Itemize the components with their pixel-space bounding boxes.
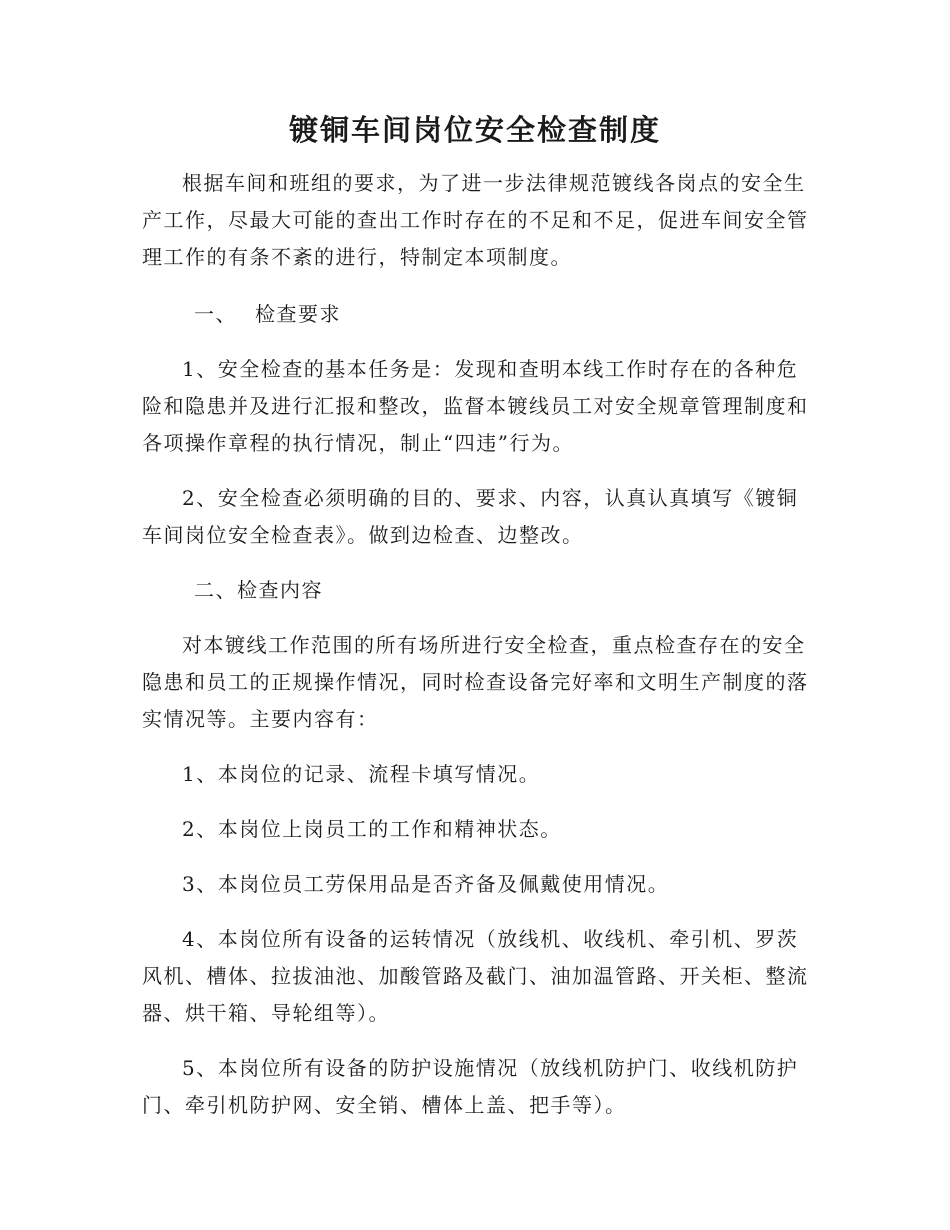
- section-heading-contents: 二、检查内容: [194, 578, 323, 602]
- content-item: 5、本岗位所有设备的防护设施情况（放线机防护门、收线机防护门、牵引机防护网、安全销、槽体上盖、把手等）。: [142, 1056, 799, 1117]
- content-item: 4、本岗位所有设备的运转情况（放线机、收线机、牵引机、罗茨风机、槽体、拉拔油池、加酸管路及截门、油加温管路、开关柜、整流器、烘干箱、导轮组等）。: [142, 927, 809, 1025]
- section-number: 一、: [194, 302, 237, 326]
- document-body: [142, 165, 810, 1142]
- content-item: 1、本岗位的记录、流程卡填写情况。: [182, 762, 541, 786]
- section-heading-text: 检查要求: [255, 302, 341, 326]
- contents-intro-paragraph: 对本镀线工作范围的所有场所进行安全检查，重点检查存在的安全隐患和员工的正规操作情况，同时检查设备完好率和文明生产制度的落实情况等。主要内容有：: [142, 633, 809, 731]
- document-title: 镀铜车间岗位安全检查制度: [288, 113, 661, 147]
- requirement-item: 1、安全检查的基本任务是：发现和查明本线工作时存在的各种危险和隐患并及进行汇报和整改，监督本镀线员工对安全规章管理制度和各项操作章程的执行情况，制止“四违”行为。: [142, 357, 809, 455]
- intro-paragraph: 根据车间和班组的要求，为了进一步法律规范镀线各岗点的安全生产工作，尽最大可能的查出工作时存在的不足和不足，促进车间安全管理工作的有条不紊的进行，特制定本项制度。: [142, 171, 809, 269]
- section-heading-requirements: [142, 296, 810, 333]
- content-item: 2、本岗位上岗员工的工作和精神状态。: [182, 817, 562, 841]
- requirement-item: 2、安全检查必须明确的目的、要求、内容，认真认真填写《镀铜车间岗位安全检查表》。做到边检查、边整改。: [142, 486, 799, 547]
- content-item: 3、本岗位员工劳保用品是否齐备及佩戴使用情况。: [182, 872, 670, 896]
